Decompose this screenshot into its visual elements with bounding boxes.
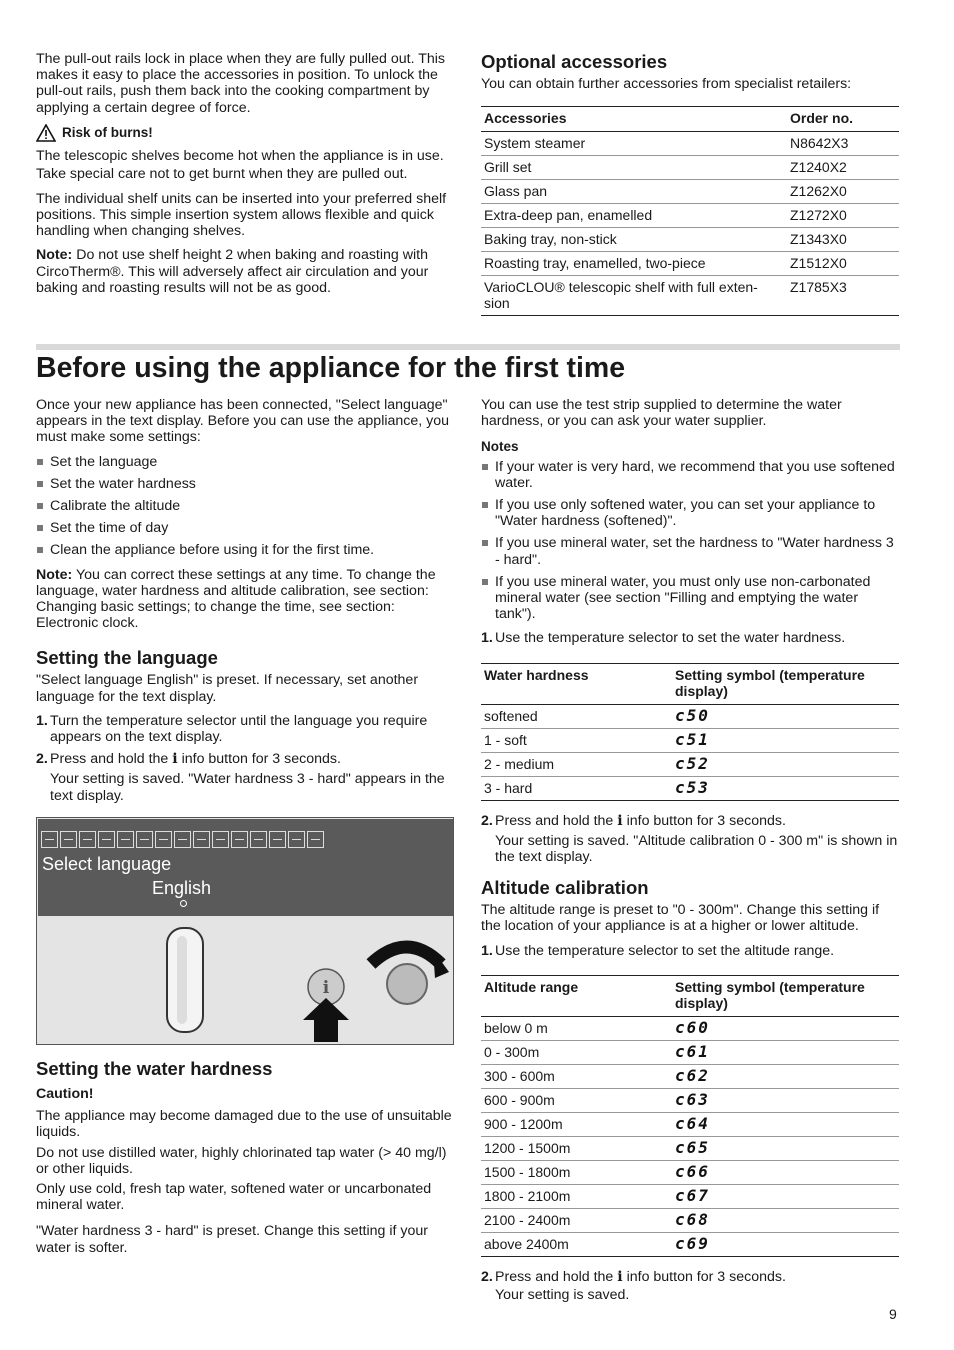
altitude-range: 1500 - 1800m <box>481 1160 672 1184</box>
control-panel-illustration <box>36 817 454 1045</box>
list-item: Clean the appliance before using it for the first time. <box>36 542 454 558</box>
table-row <box>481 704 899 728</box>
accessories-table <box>481 106 899 316</box>
temperature-selector-knob-icon[interactable] <box>387 964 427 1004</box>
altitude-range: 300 - 600m <box>481 1064 672 1088</box>
step-number: 2. <box>481 1268 493 1285</box>
main-heading: Before using the appliance for the first time <box>36 352 626 384</box>
step-result: Your setting is saved. <box>495 1287 630 1304</box>
order-no: Z1343X0 <box>787 228 899 252</box>
setting-symbol-col-header: Setting symbol (temperature display) <box>672 975 899 1016</box>
altitude-range: 900 - 1200m <box>481 1112 672 1136</box>
list-item: If you use mineral water, you must only use non-carbonated mineral water (see section "Filling and emptying the water tank"). <box>481 574 901 623</box>
water-hardness-col-header: Water hardness <box>481 663 672 704</box>
table-row <box>481 1040 899 1064</box>
left-top-section <box>36 51 454 304</box>
step-text: info button for 3 seconds. <box>622 1268 786 1285</box>
altitude-range: 0 - 300m <box>481 1040 672 1064</box>
mode-icon <box>98 831 115 848</box>
table-row <box>481 156 899 180</box>
setting-symbol: c52 <box>672 752 899 776</box>
press-arrow-icon <box>303 998 349 1042</box>
mode-icon <box>174 831 191 848</box>
mode-icon <box>60 831 77 848</box>
mode-icon <box>269 831 286 848</box>
step-item <box>481 1269 901 1303</box>
altitude-table <box>481 975 899 1257</box>
order-no: Z1262X0 <box>787 180 899 204</box>
order-no: N8642X3 <box>787 132 899 156</box>
step-text: Press and hold the <box>50 751 173 768</box>
note-label: Note: <box>36 247 73 264</box>
step-item <box>36 713 454 745</box>
altitude-range: below 0 m <box>481 1016 672 1040</box>
table-row <box>481 1112 899 1136</box>
mode-icon <box>307 831 324 848</box>
language-heading: Setting the language <box>36 647 218 669</box>
settings-list <box>36 454 454 559</box>
hardness-steps-2 <box>481 813 901 866</box>
note-label: Note: <box>36 566 73 583</box>
note-text: Do not use shelf height 2 when baking and roasting with CircoTherm®. This will adversely affect air circulation and your baking and roasting results will not be as good. <box>36 247 429 296</box>
list-item: If you use only softened water, you can set your appliance to "Water hardness (softened)". <box>481 497 901 529</box>
water-hardness-section <box>36 1058 454 1264</box>
info-button-label: i <box>322 978 330 998</box>
warning-title: Risk of burns! <box>62 124 153 140</box>
setting-symbol: c65 <box>672 1136 899 1160</box>
step-item <box>481 813 901 866</box>
accessory-name: System steamer <box>481 132 787 156</box>
step-text: Use the temperature selector to set the altitude range. <box>495 942 835 959</box>
accessories-intro: You can obtain further accessories from specialist retailers: <box>481 76 852 92</box>
accessory-name: Extra-deep pan, enamelled <box>481 204 787 228</box>
mode-icons <box>41 831 324 848</box>
table-row <box>481 252 899 276</box>
setting-symbol-col-header: Setting symbol (temperature display) <box>672 663 899 704</box>
table-row <box>481 1136 899 1160</box>
info-symbol: i <box>617 812 623 829</box>
altitude-range: 1200 - 1500m <box>481 1136 672 1160</box>
notes-list <box>481 459 901 623</box>
accessory-name: VarioCLOU® telescopic shelf with full exten-sion <box>481 276 787 316</box>
test-strip-paragraph: You can use the test strip supplied to determine the water hardness, or you can ask your water supplier. <box>481 397 842 430</box>
step-number: 1. <box>36 712 48 729</box>
table-row <box>481 1208 899 1232</box>
rotate-arrow-icon <box>371 947 441 964</box>
controls-drawing <box>37 916 454 1045</box>
table-row <box>481 1232 899 1256</box>
setting-symbol: c50 <box>672 704 899 728</box>
step-number: 2. <box>481 812 493 829</box>
step-item <box>36 751 454 804</box>
mode-icon <box>250 831 267 848</box>
setting-symbol: c66 <box>672 1160 899 1184</box>
table-row <box>481 228 899 252</box>
page-number: 9 <box>889 1306 897 1322</box>
display-line-2: English <box>152 878 212 898</box>
table-row <box>481 776 899 800</box>
setting-symbol: c61 <box>672 1040 899 1064</box>
mode-icon <box>212 831 229 848</box>
list-item: Set the time of day <box>36 520 454 536</box>
display-indicator-dot <box>180 900 187 907</box>
setting-symbol: c62 <box>672 1064 899 1088</box>
step-text: info button for 3 seconds. <box>177 751 341 768</box>
notes-label: Notes <box>481 439 519 455</box>
accessory-name: Grill set <box>481 156 787 180</box>
text-display <box>38 819 454 916</box>
table-row <box>481 1088 899 1112</box>
step-result: Your setting is saved. "Altitude calibration 0 - 300 m" is shown in the text display. <box>495 832 898 866</box>
step-text: info button for 3 seconds. <box>622 812 786 829</box>
step-text: Press and hold the <box>495 812 618 829</box>
order-no: Z1512X0 <box>787 252 899 276</box>
mode-icon <box>155 831 172 848</box>
order-no: Z1240X2 <box>787 156 899 180</box>
hardness-level: 3 - hard <box>481 776 672 800</box>
caution-label: Caution! <box>36 1086 94 1102</box>
intro-note <box>36 567 454 632</box>
water-notes-section <box>481 397 901 1309</box>
table-row <box>481 180 899 204</box>
rotate-arrow-head-icon <box>433 950 449 978</box>
step-item <box>481 943 901 959</box>
shelf-note <box>36 247 454 296</box>
order-no: Z1272X0 <box>787 204 899 228</box>
info-symbol: i <box>617 1268 623 1285</box>
setting-symbol: c69 <box>672 1232 899 1256</box>
setting-symbol: c60 <box>672 1016 899 1040</box>
hardness-level: 2 - medium <box>481 752 672 776</box>
list-item: Set the language <box>36 454 454 470</box>
mode-icon <box>136 831 153 848</box>
intro-section <box>36 397 454 810</box>
table-row <box>481 1160 899 1184</box>
table-row <box>481 1064 899 1088</box>
hardness-level: 1 - soft <box>481 728 672 752</box>
altitude-range: 2100 - 2400m <box>481 1208 672 1232</box>
accessories-col-header: Accessories <box>481 107 787 132</box>
water-hardness-heading: Setting the water hardness <box>36 1058 273 1079</box>
setting-symbol: c64 <box>672 1112 899 1136</box>
mode-icon <box>117 831 134 848</box>
order-no-col-header: Order no. <box>787 107 899 132</box>
mode-icon <box>288 831 305 848</box>
setting-symbol: c68 <box>672 1208 899 1232</box>
step-number: 1. <box>481 630 493 647</box>
handle-highlight <box>177 936 187 1024</box>
water-preset-paragraph: "Water hardness 3 - hard" is preset. Change this setting if your water is softer. <box>36 1223 429 1256</box>
hardness-steps <box>481 630 901 646</box>
list-item: If you use mineral water, set the hardness to "Water hardness 3 - hard". <box>481 535 901 567</box>
table-row <box>481 132 899 156</box>
display-line-1: Select language <box>42 854 172 874</box>
mode-icon <box>41 831 58 848</box>
rails-paragraph: The pull-out rails lock in place when they are fully pulled out. This makes it easy to place the accessories in position. To unlock the pull-out rails, push them back into the cooking compartment by applying a certain degree of force. <box>36 51 446 116</box>
shelf-units-paragraph: The individual shelf units can be inserted into your preferred shelf positions. This simple insertion system allows flexible and quick handling when changing shelves. <box>36 190 447 240</box>
step-text: Press and hold the <box>495 1268 618 1285</box>
list-item: Set the water hardness <box>36 476 454 492</box>
water-hardness-table <box>481 663 899 801</box>
accessory-name: Glass pan <box>481 180 787 204</box>
step-number: 1. <box>481 942 493 959</box>
table-row <box>481 204 899 228</box>
step-text: Turn the temperature selector until the language you require appears on the text display. <box>50 712 428 746</box>
note-text: You can correct these settings at any time. To change the language, water hardness and altitude calibration, see section: Changing basic settings; to change the time, see section: Electronic clock. <box>36 566 436 632</box>
altitude-range: 1800 - 2100m <box>481 1184 672 1208</box>
altitude-range: 600 - 900m <box>481 1088 672 1112</box>
mode-icon <box>79 831 96 848</box>
table-row <box>481 1184 899 1208</box>
setting-symbol: c63 <box>672 1088 899 1112</box>
section-divider <box>36 344 900 350</box>
table-row <box>481 1016 899 1040</box>
warning-heading <box>36 124 454 142</box>
altitude-paragraph: The altitude range is preset to "0 - 300m". Change this setting if the location of your appliance is at a higher or lower altitude. <box>481 902 880 935</box>
order-no: Z1785X3 <box>787 276 899 316</box>
step-result: Your setting is saved. "Water hardness 3 - hard" appears in the text display. <box>50 771 445 804</box>
accessories-heading: Optional accessories <box>481 51 668 72</box>
table-row <box>481 752 899 776</box>
setting-symbol: c53 <box>672 776 899 800</box>
altitude-heading: Altitude calibration <box>481 877 649 899</box>
intro-paragraph: Once your new appliance has been connected, "Select language" appears in the text display. Before you can use the appliance, you must make some settings: <box>36 397 450 446</box>
list-item: If your water is very hard, we recommend that you use softened water. <box>481 459 901 491</box>
caution-text-1: The appliance may become damaged due to the use of unsuitable liquids. <box>36 1108 452 1141</box>
hot-shelves-paragraph: The telescopic shelves become hot when the appliance is in use. Take special care not to get burnt when they are pulled out. <box>36 147 444 182</box>
caution-text-3: Only use cold, fresh tap water, softened water or uncarbonated mineral water. <box>36 1181 432 1214</box>
altitude-steps <box>481 943 901 959</box>
info-symbol: i <box>172 751 178 768</box>
accessory-name: Baking tray, non-stick <box>481 228 787 252</box>
step-item <box>481 630 901 646</box>
setting-symbol: c67 <box>672 1184 899 1208</box>
altitude-range: above 2400m <box>481 1232 672 1256</box>
accessory-name: Roasting tray, enamelled, two-piece <box>481 252 787 276</box>
language-steps <box>36 713 454 804</box>
setting-symbol: c51 <box>672 728 899 752</box>
list-item: Calibrate the altitude <box>36 498 454 514</box>
step-number: 2. <box>36 751 48 768</box>
caution-text-2: Do not use distilled water, highly chlorinated tap water (> 40 mg/l) or other liquids. <box>36 1144 447 1177</box>
language-paragraph: "Select language English" is preset. If necessary, set another language for the text display. <box>36 672 419 705</box>
accessories-section <box>481 51 901 316</box>
hardness-level: softened <box>481 704 672 728</box>
step-text: Use the temperature selector to set the water hardness. <box>495 630 846 647</box>
table-row <box>481 276 899 316</box>
altitude-range-col-header: Altitude range <box>481 975 672 1016</box>
mode-icon <box>231 831 248 848</box>
mode-icon <box>193 831 210 848</box>
altitude-steps-2 <box>481 1269 901 1303</box>
table-row <box>481 728 899 752</box>
warning-triangle-icon <box>36 124 56 142</box>
